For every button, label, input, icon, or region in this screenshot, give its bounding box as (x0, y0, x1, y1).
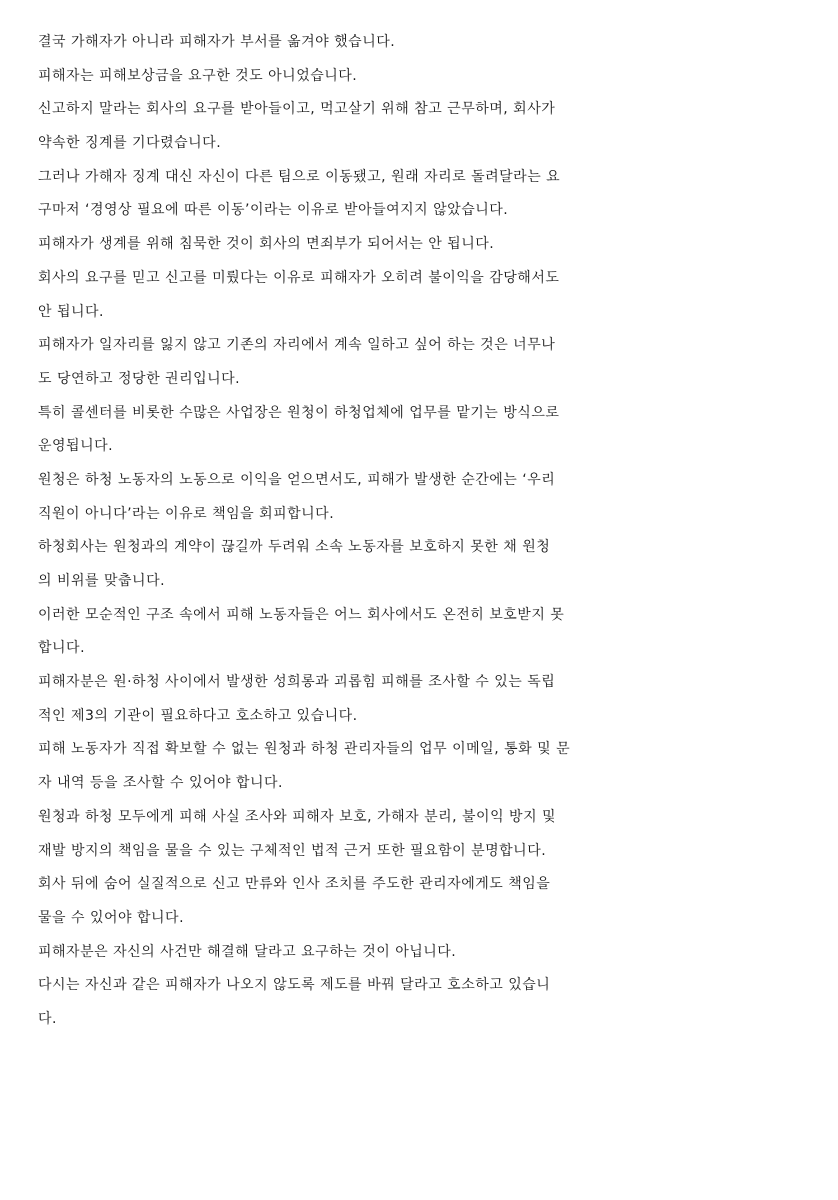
text-line: 회사의 요구를 믿고 신고를 미뤘다는 이유로 피해자가 오히려 불이익을 감당해서도 (38, 269, 560, 286)
text-line: 약속한 징계를 기다렸습니다. (38, 135, 222, 152)
text-line: 직원이 아니다’라는 이유로 책임을 회피합니다. (38, 505, 335, 522)
text-line: 구마저 ‘경영상 필요에 따른 이동’이라는 이유로 받아들여지지 않았습니다. (38, 202, 509, 219)
text-line: 적인 제3의 기관이 필요하다고 호소하고 있습니다. (38, 707, 358, 724)
text-line: 피해자가 일자리를 잃지 않고 기존의 자리에서 계속 일하고 싶어 하는 것은 너무나 (38, 337, 556, 354)
text-line: 재발 방지의 책임을 물을 수 있는 구체적인 법적 근거 또한 필요함이 분명합니다. (38, 842, 547, 859)
text-line: 다. (38, 1010, 57, 1027)
text-line: 회사 뒤에 숨어 실질적으로 신고 만류와 인사 조치를 주도한 관리자에게도 책임을 (38, 876, 551, 893)
text-line: 물을 수 있어야 합니다. (38, 909, 185, 926)
text-line: 자 내역 등을 조사할 수 있어야 합니다. (38, 775, 284, 792)
text-line: 운영됩니다. (38, 438, 114, 455)
text-line: 그러나 가해자 징계 대신 자신이 다른 팀으로 이동됐고, 원래 자리로 돌려달라는 요 (38, 168, 561, 185)
text-line: 원청은 하청 노동자의 노동으로 이익을 얻으면서도, 피해가 발생한 순간에는 ‘우리 (38, 471, 556, 488)
text-line: 다시는 자신과 같은 피해자가 나오지 않도록 제도를 바꿔 달라고 호소하고 있습니 (38, 977, 551, 994)
text-line: 원청과 하청 모두에게 피해 사실 조사와 피해자 보호, 가해자 분리, 불이익 방지 및 (38, 808, 557, 825)
text-line: 피해자분은 원·하청 사이에서 발생한 성희롱과 괴롭힘 피해를 조사할 수 있는 독립 (38, 674, 556, 691)
document-body (38, 26, 838, 1037)
text-line: 피해자분은 자신의 사건만 해결해 달라고 요구하는 것이 아닙니다. (38, 943, 457, 960)
text-line: 합니다. (38, 640, 86, 657)
text-line: 하청회사는 원청과의 계약이 끊길까 두려워 소속 노동자를 보호하지 못한 채 원청 (38, 539, 551, 556)
text-line: 의 비위를 맞춥니다. (38, 573, 166, 589)
text-line: 신고하지 말라는 회사의 요구를 받아들이고, 먹고살기 위해 참고 근무하며, 회사가 (38, 101, 556, 118)
text-line: 피해자는 피해보상금을 요구한 것도 아니었습니다. (38, 67, 358, 84)
text-line: 피해 노동자가 직접 확보할 수 없는 원청과 하청 관리자들의 업무 이메일, 통화 및 문 (38, 741, 571, 758)
text-line: 도 당연하고 정당한 권리입니다. (38, 370, 241, 387)
text-line: 결국 가해자가 아니라 피해자가 부서를 옮겨야 했습니다. (38, 34, 396, 50)
text-line: 안 됩니다. (38, 303, 104, 320)
text-line: 특히 콜센터를 비롯한 수많은 사업장은 원청이 하청업체에 업무를 맡기는 방식으로 (38, 404, 560, 421)
text-line: 이러한 모순적인 구조 속에서 피해 노동자들은 어느 회사에서도 온전히 보호받지 못 (38, 606, 565, 623)
text-line: 피해자가 생계를 위해 침묵한 것이 회사의 면죄부가 되어서는 안 됩니다. (38, 236, 495, 253)
